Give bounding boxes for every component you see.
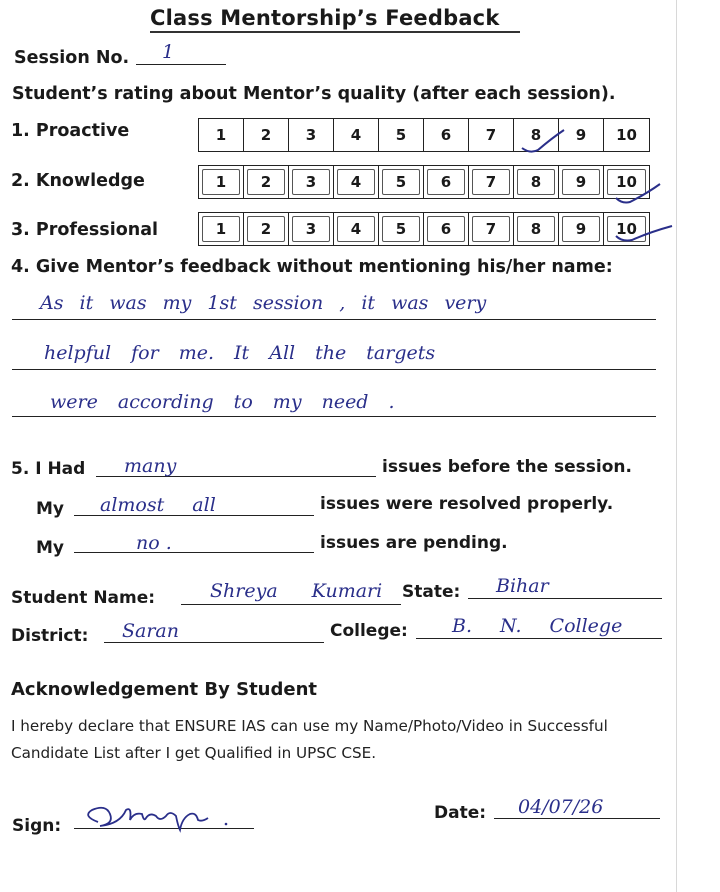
rating-cell[interactable]: 3 [289,213,334,245]
state-value[interactable]: Bihar [496,575,549,597]
issues-resolved-prefix: My [36,499,64,519]
sign-label: Sign: [12,816,62,836]
rating-cell[interactable]: 3 [289,119,334,151]
date-line [494,818,660,819]
rating-cell[interactable]: 4 [334,213,379,245]
date-label: Date: [434,803,487,823]
rating-label-professional: 3. Professional [11,220,158,240]
rating-cell[interactable]: 8 [514,213,559,245]
acknowledgement-text: I hereby declare that ENSURE IAS can use my Name/Photo/Video in Successful Candidate List after I get Qualified in UPSC CSE. [11,717,608,762]
rating-cell[interactable]: 9 [559,213,604,245]
issues-had-suffix: issues before the session. [382,457,632,477]
title-underline [150,31,520,33]
issues-had-value[interactable]: many [124,455,177,477]
college-label: College: [330,621,408,641]
feedback-line-2 [12,369,656,370]
rating-cell[interactable]: 4 [334,166,379,198]
rating-cell[interactable]: 4 [334,119,379,151]
tick-mark-icon [614,222,676,250]
issues-pending-value[interactable]: no . [136,532,172,554]
feedback-text-line-1[interactable]: As it was my 1st session , it was very [40,292,487,314]
signature-image[interactable] [80,800,240,836]
rating-label-proactive: 1. Proactive [11,121,130,141]
issues-pending-suffix: issues are pending. [320,533,508,553]
session-line [136,64,226,65]
college-value[interactable]: B. N. College [452,615,623,637]
rating-cell[interactable]: 8 [514,119,559,151]
rating-cell[interactable]: 1 [199,119,244,151]
rating-cell[interactable]: 2 [244,213,289,245]
rating-cell[interactable]: 1 [199,166,244,198]
district-value[interactable]: Saran [122,620,179,642]
college-line [416,638,662,639]
form-title: Class Mentorship’s Feedback [150,6,500,30]
rating-cell[interactable]: 7 [469,213,514,245]
rating-cell[interactable]: 1 [199,213,244,245]
page-edge-divider [676,0,677,892]
feedback-text-line-2[interactable]: helpful for me. It All the targets [44,342,436,364]
rating-cell[interactable]: 2 [244,119,289,151]
rating-scale-knowledge[interactable] [198,165,650,199]
session-label: Session No. [14,48,130,68]
date-value[interactable]: 04/07/26 [518,796,604,818]
feedback-text-line-3[interactable]: were according to my need . [50,391,395,413]
issues-resolved-value[interactable]: almost all [100,494,216,516]
rating-cell[interactable]: 6 [424,119,469,151]
rating-cell[interactable]: 7 [469,119,514,151]
issues-resolved-suffix: issues were resolved properly. [320,494,614,514]
state-label: State: [402,582,461,602]
feedback-line-3 [12,416,656,417]
rating-cell[interactable]: 10 [616,126,637,144]
acknowledgement-title: Acknowledgement By Student [11,679,317,700]
rating-cell[interactable]: 10 [604,213,649,245]
rating-cell[interactable]: 5 [379,166,424,198]
tick-mark-icon [518,124,568,158]
rating-cell[interactable]: 6 [424,213,469,245]
issues-pending-prefix: My [36,538,64,558]
rating-cell[interactable]: 7 [469,166,514,198]
rating-instruction: Student’s rating about Mentor’s quality (after each session). [12,84,616,104]
rating-cell[interactable]: 6 [424,166,469,198]
rating-cell[interactable]: 5 [379,119,424,151]
student-name-line [181,604,401,605]
rating-scale-professional[interactable] [198,212,650,246]
session-value[interactable]: 1 [162,41,175,63]
rating-scale-proactive[interactable] [198,118,650,152]
feedback-line-1 [12,319,656,320]
tick-mark-icon [614,180,664,210]
rating-cell[interactable]: 5 [379,213,424,245]
rating-cell[interactable]: 8 [514,166,559,198]
rating-cell[interactable]: 2 [244,166,289,198]
rating-cell[interactable]: 3 [289,166,334,198]
district-label: District: [11,626,89,646]
student-name-value[interactable]: Shreya Kumari [210,580,383,602]
feedback-label: 4. Give Mentor’s feedback without mentioning his/her name: [11,257,613,277]
rating-label-knowledge: 2. Knowledge [11,171,145,191]
issues-pending-line [74,552,314,553]
state-line [468,598,662,599]
student-name-label: Student Name: [11,588,156,608]
rating-cell[interactable]: 10 [604,166,649,198]
rating-cell[interactable]: 9 [559,119,604,151]
rating-cell[interactable]: 9 [559,166,604,198]
issues-had-prefix: 5. I Had [11,459,86,479]
district-line [104,642,324,643]
